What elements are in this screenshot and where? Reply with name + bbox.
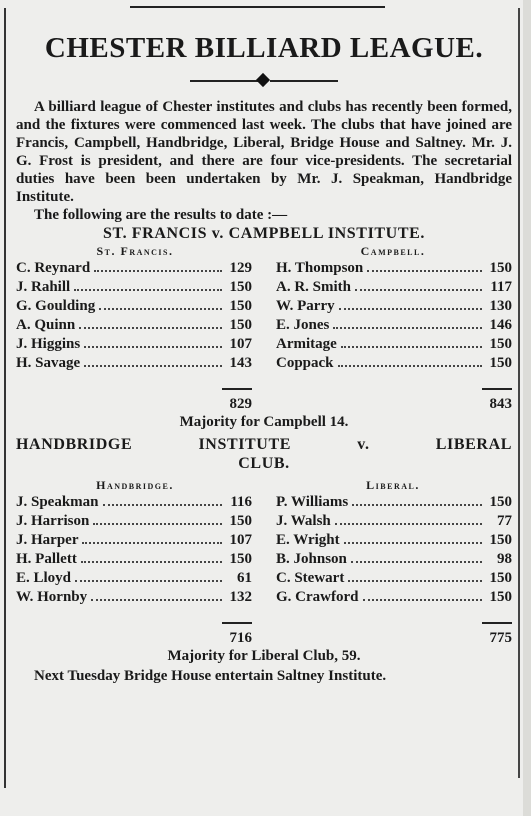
- player-name: P. Williams: [276, 494, 349, 510]
- player-score: 98: [497, 551, 512, 567]
- right-team-scores: [276, 493, 512, 607]
- score-table: [16, 259, 512, 373]
- player-row: [276, 259, 512, 278]
- match-title-line1: HANDBRIDGE INSTITUTE v. LIBERAL: [16, 436, 512, 453]
- player-name: G. Goulding: [16, 298, 96, 314]
- leader-dots: [103, 503, 222, 506]
- player-name: J. Higgins: [16, 336, 81, 352]
- match-title-line2: CLUB.: [238, 455, 290, 472]
- leader-dots: [82, 541, 222, 544]
- player-name: J. Speakman: [16, 494, 99, 510]
- leader-dots: [84, 345, 222, 348]
- player-name: E. Wright: [276, 532, 340, 548]
- match-handbridge-v-liberal: [16, 435, 512, 665]
- leader-dots: [335, 522, 482, 525]
- adjacent-column-edge: [523, 0, 531, 816]
- player-score: 150: [229, 279, 252, 295]
- leader-dots: [333, 326, 482, 329]
- player-row: [276, 316, 512, 335]
- leader-dots: [367, 269, 482, 272]
- player-row: [16, 316, 252, 335]
- player-row: [16, 493, 252, 512]
- results-intro: The following are the results to date :—: [34, 207, 288, 223]
- player-score: 107: [229, 336, 252, 352]
- team-header-left: Handbridge.: [96, 478, 174, 492]
- player-name: C. Reynard: [16, 260, 91, 276]
- team-headers: [16, 243, 512, 259]
- player-score: 77: [497, 513, 512, 529]
- total-rule: [222, 622, 252, 624]
- player-row: [16, 259, 252, 278]
- player-score: 117: [490, 279, 512, 295]
- intro-paragraph: A billiard league of Chester institutes and clubs has recently been formed, and the fixtures were commenced last week. The clubs that have joined are Francis, Campbell, Handbridge, Liberal, Bridge House and Saltney. Mr. J. G. Frost is president, and there are four vice-presidents. The secretarial duties have been been undertaken by Mr. J. Speakman, Handbridge Institute.: [16, 99, 512, 205]
- player-name: A. Quinn: [16, 317, 76, 333]
- leader-dots: [338, 364, 482, 367]
- player-score: 150: [489, 336, 512, 352]
- article: [16, 20, 512, 685]
- player-name: W. Parry: [276, 298, 335, 314]
- player-row: [16, 531, 252, 550]
- player-row: [276, 588, 512, 607]
- ornament-rule-left: [190, 80, 258, 82]
- left-total: [16, 611, 252, 647]
- player-row: [16, 297, 252, 316]
- player-score: 150: [489, 532, 512, 548]
- leader-dots: [99, 307, 222, 310]
- player-name: A. R. Smith: [276, 279, 352, 295]
- footer-note: Next Tuesday Bridge House entertain Saltney Institute.: [34, 668, 387, 684]
- column-rule-right: [518, 8, 520, 778]
- score-table: [16, 493, 512, 607]
- left-total: [16, 377, 252, 413]
- leader-dots: [93, 522, 222, 525]
- player-score: 132: [229, 589, 252, 605]
- player-name: Armitage: [276, 336, 337, 352]
- column-rule-left: [4, 8, 6, 788]
- player-row: [276, 278, 512, 297]
- player-row: [16, 278, 252, 297]
- player-name: G. Crawford: [276, 589, 359, 605]
- player-row: [276, 512, 512, 531]
- player-row: [276, 550, 512, 569]
- leader-dots: [84, 364, 222, 367]
- player-name: W. Hornby: [16, 589, 88, 605]
- player-row: [16, 569, 252, 588]
- leader-dots: [344, 541, 482, 544]
- top-rule: [130, 6, 385, 8]
- totals-row: [16, 611, 512, 647]
- majority-line: Majority for Liberal Club, 59.: [167, 648, 361, 664]
- player-score: 107: [229, 532, 252, 548]
- player-row: [276, 569, 512, 588]
- right-team-scores: [276, 259, 512, 373]
- player-row: [276, 493, 512, 512]
- player-row: [276, 297, 512, 316]
- leader-dots: [341, 345, 482, 348]
- left-total-value: 716: [229, 630, 252, 646]
- leader-dots: [363, 598, 483, 601]
- player-row: [16, 588, 252, 607]
- leader-dots: [79, 326, 222, 329]
- player-name: J. Walsh: [276, 513, 331, 529]
- player-row: [276, 335, 512, 354]
- player-score: 150: [489, 570, 512, 586]
- player-score: 150: [489, 494, 512, 510]
- total-rule: [482, 388, 512, 390]
- player-score: 150: [489, 355, 512, 371]
- player-row: [276, 354, 512, 373]
- player-score: 150: [229, 317, 252, 333]
- player-score: 150: [229, 298, 252, 314]
- right-total: [276, 377, 512, 413]
- player-name: J. Harper: [16, 532, 79, 548]
- diamond-icon: [256, 73, 270, 87]
- player-row: [16, 354, 252, 373]
- leader-dots: [351, 560, 482, 563]
- team-header-right: Campbell.: [360, 244, 426, 258]
- leader-dots: [75, 579, 222, 582]
- player-name: E. Lloyd: [16, 570, 72, 586]
- match-title: ST. FRANCIS v. CAMPBELL INSTITUTE.: [103, 225, 425, 242]
- player-score: 116: [230, 494, 252, 510]
- leader-dots: [339, 307, 482, 310]
- team-headers: [16, 477, 512, 493]
- leader-dots: [91, 598, 222, 601]
- team-header-left: St. Francis.: [96, 244, 174, 258]
- leader-dots: [94, 269, 222, 272]
- left-team-scores: [16, 259, 252, 373]
- leader-dots: [348, 579, 482, 582]
- right-total-value: 775: [489, 630, 512, 646]
- leader-dots: [355, 288, 482, 291]
- player-score: 150: [489, 589, 512, 605]
- ornament-rule-right: [270, 80, 338, 82]
- player-name: Coppack: [276, 355, 334, 371]
- player-row: [16, 550, 252, 569]
- leader-dots: [352, 503, 482, 506]
- player-score: 150: [229, 513, 252, 529]
- leader-dots: [81, 560, 222, 563]
- player-name: J. Harrison: [16, 513, 90, 529]
- left-total-value: 829: [229, 396, 252, 412]
- player-name: H. Savage: [16, 355, 81, 371]
- player-name: E. Jones: [276, 317, 330, 333]
- player-score: 61: [237, 570, 252, 586]
- player-name: H. Pallett: [16, 551, 77, 567]
- player-score: 150: [489, 260, 512, 276]
- player-score: 143: [229, 355, 252, 371]
- headline-ornament: [16, 72, 512, 90]
- right-total-value: 843: [489, 396, 512, 412]
- player-score: 129: [229, 260, 252, 276]
- left-team-scores: [16, 493, 252, 607]
- leader-dots: [74, 288, 222, 291]
- player-score: 146: [489, 317, 512, 333]
- player-name: H. Thompson: [276, 260, 364, 276]
- player-row: [16, 335, 252, 354]
- headline: CHESTER BILLIARD LEAGUE.: [44, 32, 484, 64]
- player-score: 130: [489, 298, 512, 314]
- majority-line: Majority for Campbell 14.: [179, 414, 349, 430]
- player-row: [276, 531, 512, 550]
- player-name: C. Stewart: [276, 570, 345, 586]
- total-rule: [222, 388, 252, 390]
- player-score: 150: [229, 551, 252, 567]
- player-name: B. Johnson: [276, 551, 347, 567]
- right-total: [276, 611, 512, 647]
- totals-row: [16, 377, 512, 413]
- player-name: J. Rahill: [16, 279, 71, 295]
- player-row: [16, 512, 252, 531]
- total-rule: [482, 622, 512, 624]
- team-header-right: Liberal.: [366, 478, 420, 492]
- match-st-francis-v-campbell: [16, 224, 512, 431]
